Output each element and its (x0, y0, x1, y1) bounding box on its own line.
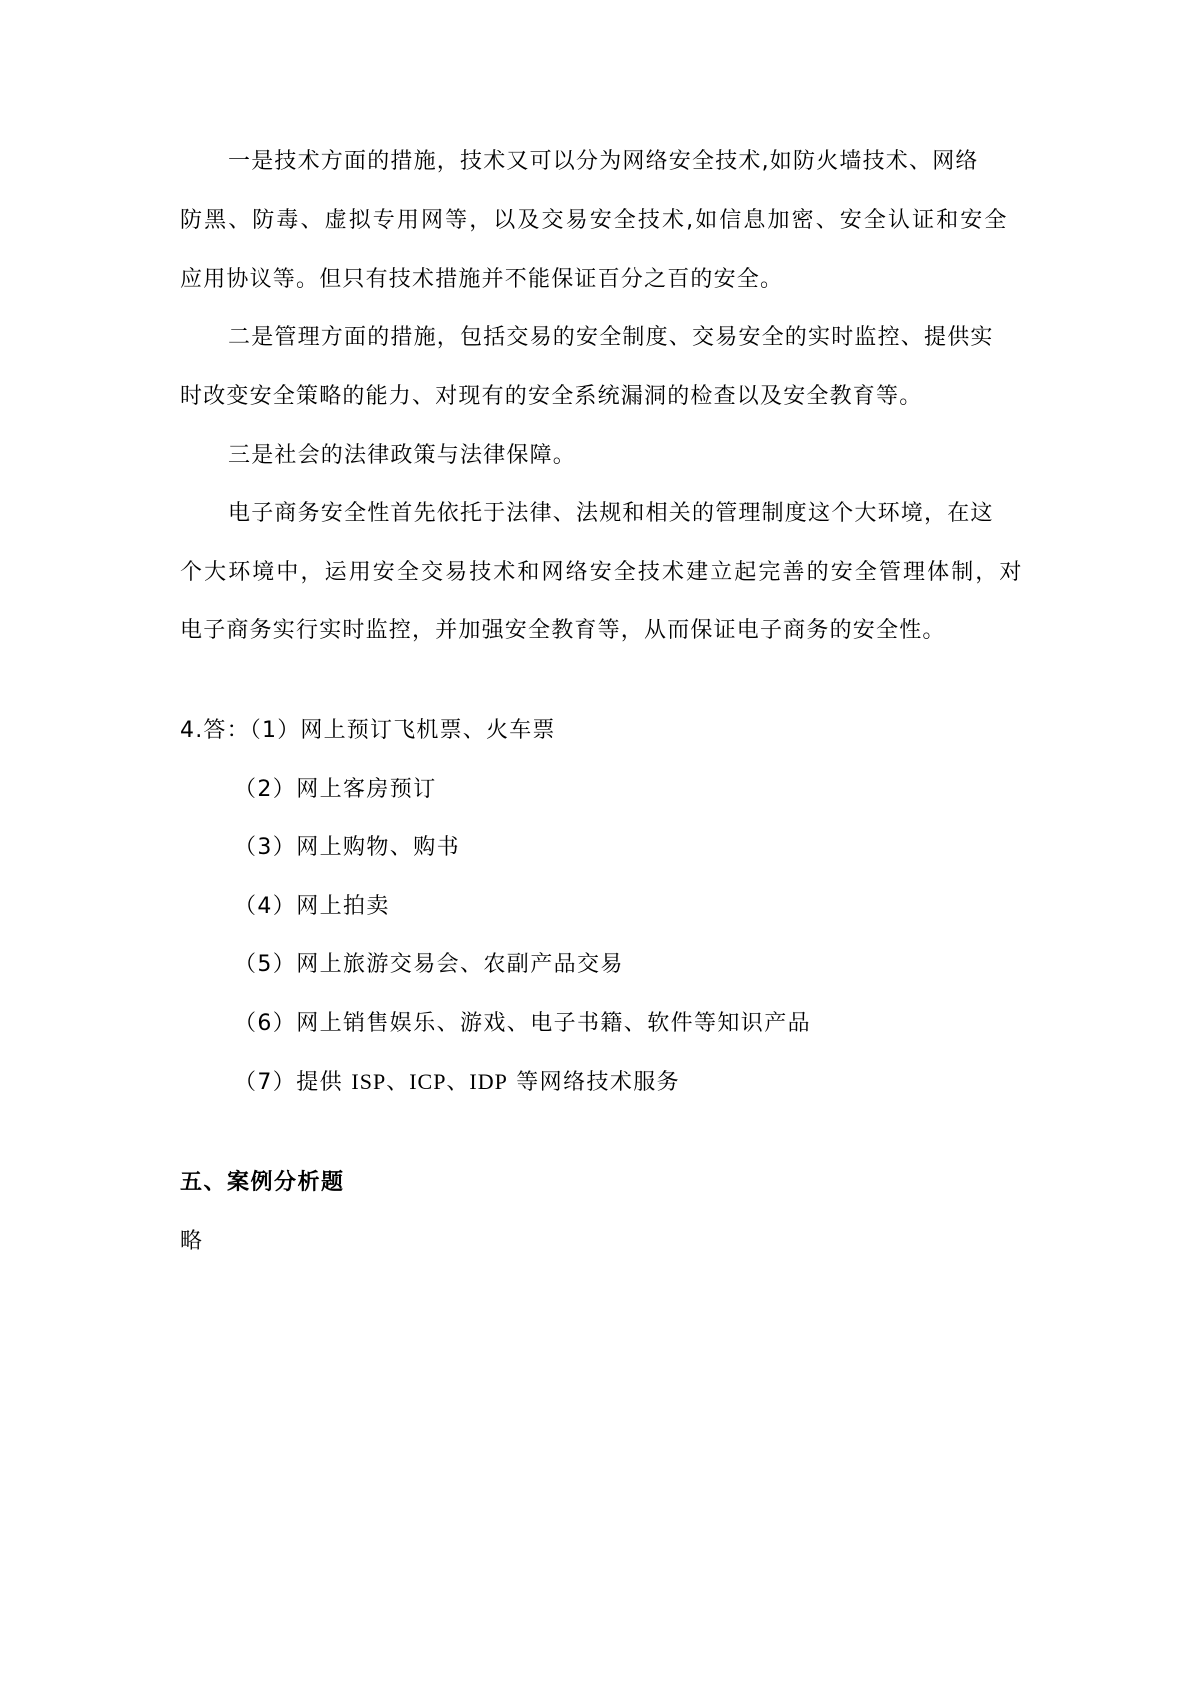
paragraph-1-line-3: 应用协议等。但只有技术措施并不能保证百分之百的安全。 (180, 267, 784, 292)
answer-item: （4）网上拍卖 (234, 894, 390, 919)
paragraph-4-line-1: 电子商务安全性首先依托于法律、法规和相关的管理制度这个大环境，在这 (228, 501, 994, 526)
answer-item-7-end: 等网络技术服务 (507, 1070, 681, 1095)
section-5-heading: 五、案例分析题 (180, 1170, 345, 1195)
paragraph-2-line-2: 时改变安全策略的能力、对现有的安全系统漏洞的检查以及安全教育等。 (180, 384, 923, 409)
answer-item: （6）网上销售娱乐、游戏、电子书籍、软件等知识产品 (234, 1011, 811, 1036)
paragraph-4-line-3: 电子商务实行实时监控，并加强安全教育等，从而保证电子商务的安全性。 (180, 618, 946, 643)
answer-item-7-start: （7）提供 (234, 1070, 352, 1095)
paragraph-2-line-1: 二是管理方面的措施，包括交易的安全制度、交易安全的实时监控、提供实 (228, 325, 994, 350)
paragraph-1-line-2: 防黑、防毒、虚拟专用网等，以及交易安全技术,如信息加密、安全认证和安全 (180, 208, 1009, 233)
answer-item-7 (234, 1067, 1074, 1098)
paragraph-4-line-2: 个大环境中，运用安全交易技术和网络安全技术建立起完善的安全管理体制，对 (180, 560, 1024, 585)
answer-item: （2）网上客房预订 (234, 777, 437, 802)
paragraph-3-line-1: 三是社会的法律政策与法律保障。 (228, 443, 577, 468)
answer-item: （3）网上购物、购书 (234, 835, 460, 860)
answer-4-first-line (180, 716, 1020, 746)
paragraph-1-line-1: 一是技术方面的措施，技术又可以分为网络安全技术,如防火墙技术、网络 (228, 149, 979, 174)
section-5-body: 略 (180, 1229, 204, 1254)
answer-item: （5）网上旅游交易会、农副产品交易 (234, 952, 624, 977)
answer-item: （1）网上预订飞机票、火车票 (249, 718, 556, 743)
answer-4-label: 4.答： (180, 718, 250, 743)
answer-item-7-codes: ISP、ICP、IDP (351, 1069, 508, 1094)
